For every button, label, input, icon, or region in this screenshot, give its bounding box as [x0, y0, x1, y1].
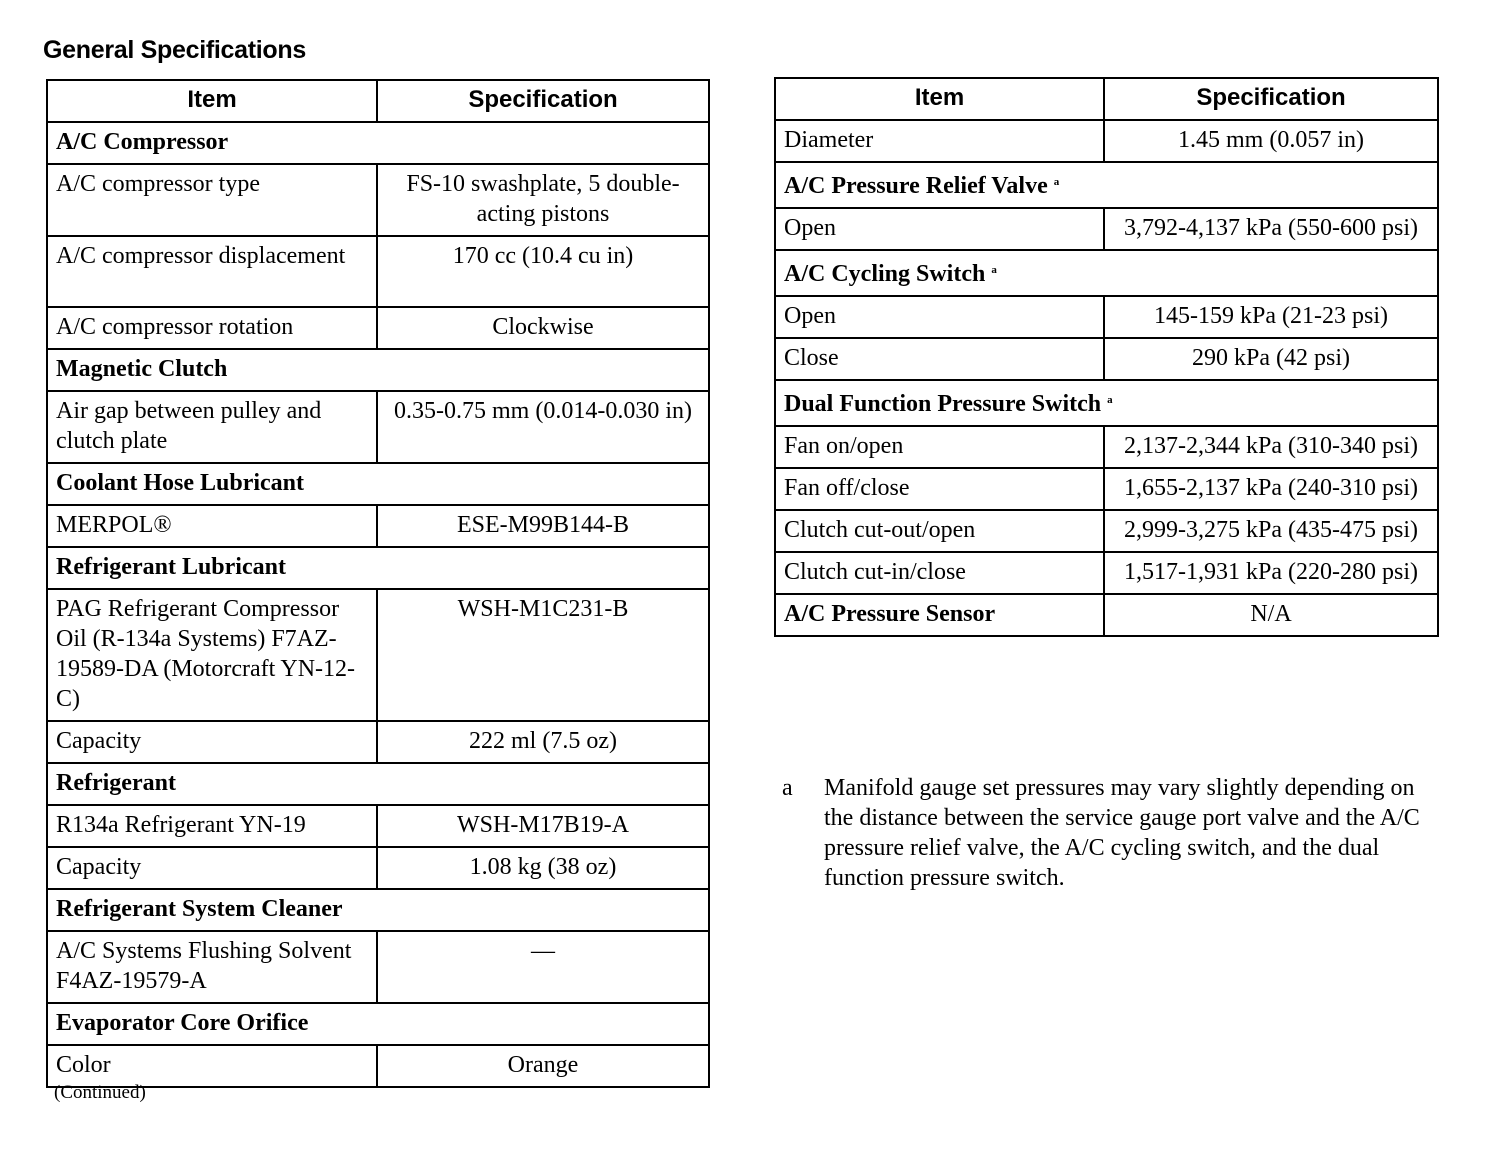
item-cell: Close [775, 338, 1104, 380]
item-cell: A/C Pressure Sensor [775, 594, 1104, 636]
spec-cell: Orange [377, 1045, 709, 1087]
item-cell: Capacity [47, 847, 377, 889]
spec-cell: 3,792-4,137 kPa (550-600 psi) [1104, 208, 1438, 250]
table-row [775, 552, 1438, 594]
section-refrigerant-system-cleaner: Refrigerant System Cleaner [47, 889, 709, 931]
section-refrigerant-lubricant: Refrigerant Lubricant [47, 547, 709, 589]
spec-cell: WSH-M17B19-A [377, 805, 709, 847]
section-coolant-hose-lubricant: Coolant Hose Lubricant [47, 463, 709, 505]
table-row [47, 164, 709, 236]
table-row [47, 589, 709, 721]
spec-cell: 1,517-1,931 kPa (220-280 psi) [1104, 552, 1438, 594]
item-cell: Capacity [47, 721, 377, 763]
spec-cell: 1.08 kg (38 oz) [377, 847, 709, 889]
section-label: Dual Function Pressure Switch [784, 391, 1102, 417]
footnote-text: Manifold gauge set pressures may vary slightly depending on the distance between the service gauge port valve and the A/C pressure relief valve, the A/C cycling switch, and the dual function pressure switch. [824, 775, 1420, 891]
section-cycling-switch [775, 250, 1438, 296]
item-cell: Open [775, 296, 1104, 338]
table-row [775, 338, 1438, 380]
header-item: Item [47, 80, 377, 122]
table-row [775, 208, 1438, 250]
spec-cell: 0.35-0.75 mm (0.014-0.030 in) [377, 391, 709, 463]
section-row [47, 1003, 709, 1045]
section-label: A/C Cycling Switch [784, 261, 986, 287]
item-cell: A/C compressor displacement [47, 236, 377, 307]
section-ac-compressor: A/C Compressor [47, 122, 709, 164]
item-cell: Open [775, 208, 1104, 250]
item-cell: Color [47, 1045, 377, 1087]
section-row [47, 889, 709, 931]
item-cell: A/C compressor type [47, 164, 377, 236]
table-row [775, 120, 1438, 162]
section-label: A/C Pressure Relief Valve [784, 173, 1048, 199]
item-cell: A/C compressor rotation [47, 307, 377, 349]
footnote-mark: a [782, 775, 793, 801]
footnote-marker: a [1107, 394, 1113, 406]
spec-table-left [46, 79, 710, 1088]
table-row [47, 505, 709, 547]
header-item: Item [775, 78, 1104, 120]
spec-table-right [774, 77, 1439, 637]
table-row [775, 426, 1438, 468]
header-specification: Specification [1104, 78, 1438, 120]
spec-cell: Clockwise [377, 307, 709, 349]
item-cell: Clutch cut-in/close [775, 552, 1104, 594]
table-row [775, 594, 1438, 636]
continued-label: (Continued) [54, 1082, 146, 1103]
spec-cell: 145-159 kPa (21-23 psi) [1104, 296, 1438, 338]
section-evaporator-core-orifice: Evaporator Core Orifice [47, 1003, 709, 1045]
table-header-row [47, 80, 709, 122]
item-cell: PAG Refrigerant Compressor Oil (R-134a Systems) F7AZ-19589-DA (Motorcraft YN-12-C) [47, 589, 377, 721]
table-row [47, 931, 709, 1003]
spec-cell: — [377, 931, 709, 1003]
section-row [47, 349, 709, 391]
item-cell: R134a Refrigerant YN-19 [47, 805, 377, 847]
header-specification: Specification [377, 80, 709, 122]
section-refrigerant: Refrigerant [47, 763, 709, 805]
section-row [47, 547, 709, 589]
table-row [47, 307, 709, 349]
item-cell: Fan on/open [775, 426, 1104, 468]
spec-cell: 1,655-2,137 kPa (240-310 psi) [1104, 468, 1438, 510]
table-row [775, 468, 1438, 510]
table-row [47, 1045, 709, 1087]
footnote [782, 773, 1422, 893]
table-header-row [775, 78, 1438, 120]
table-row [47, 805, 709, 847]
spec-cell: FS-10 swashplate, 5 double-acting pistons [377, 164, 709, 236]
section-row [775, 250, 1438, 296]
item-cell: MERPOL® [47, 505, 377, 547]
section-row [47, 463, 709, 505]
spec-cell: N/A [1104, 594, 1438, 636]
spec-cell: 2,137-2,344 kPa (310-340 psi) [1104, 426, 1438, 468]
table-row [47, 721, 709, 763]
table-row [775, 296, 1438, 338]
spec-cell: 222 ml (7.5 oz) [377, 721, 709, 763]
item-cell: Fan off/close [775, 468, 1104, 510]
page-title: General Specifications [43, 36, 306, 64]
item-cell: Diameter [775, 120, 1104, 162]
section-row [775, 380, 1438, 426]
spec-cell: ESE-M99B144-B [377, 505, 709, 547]
spec-cell: 2,999-3,275 kPa (435-475 psi) [1104, 510, 1438, 552]
table-row [47, 391, 709, 463]
footnote-marker: a [991, 264, 997, 276]
spec-cell: 290 kPa (42 psi) [1104, 338, 1438, 380]
table-row [775, 510, 1438, 552]
section-row [47, 122, 709, 164]
section-pressure-relief-valve [775, 162, 1438, 208]
footnote-marker: a [1053, 176, 1060, 188]
spec-cell: 170 cc (10.4 cu in) [377, 236, 709, 307]
section-row [775, 162, 1438, 208]
section-magnetic-clutch: Magnetic Clutch [47, 349, 709, 391]
section-row [47, 763, 709, 805]
item-cell: Clutch cut-out/open [775, 510, 1104, 552]
table-row [47, 236, 709, 307]
item-cell: A/C Systems Flushing Solvent F4AZ-19579-A [47, 931, 377, 1003]
spec-cell: 1.45 mm (0.057 in) [1104, 120, 1438, 162]
section-dual-function-pressure-switch [775, 380, 1438, 426]
spec-cell: WSH-M1C231-B [377, 589, 709, 721]
table-row [47, 847, 709, 889]
item-cell: Air gap between pulley and clutch plate [47, 391, 377, 463]
